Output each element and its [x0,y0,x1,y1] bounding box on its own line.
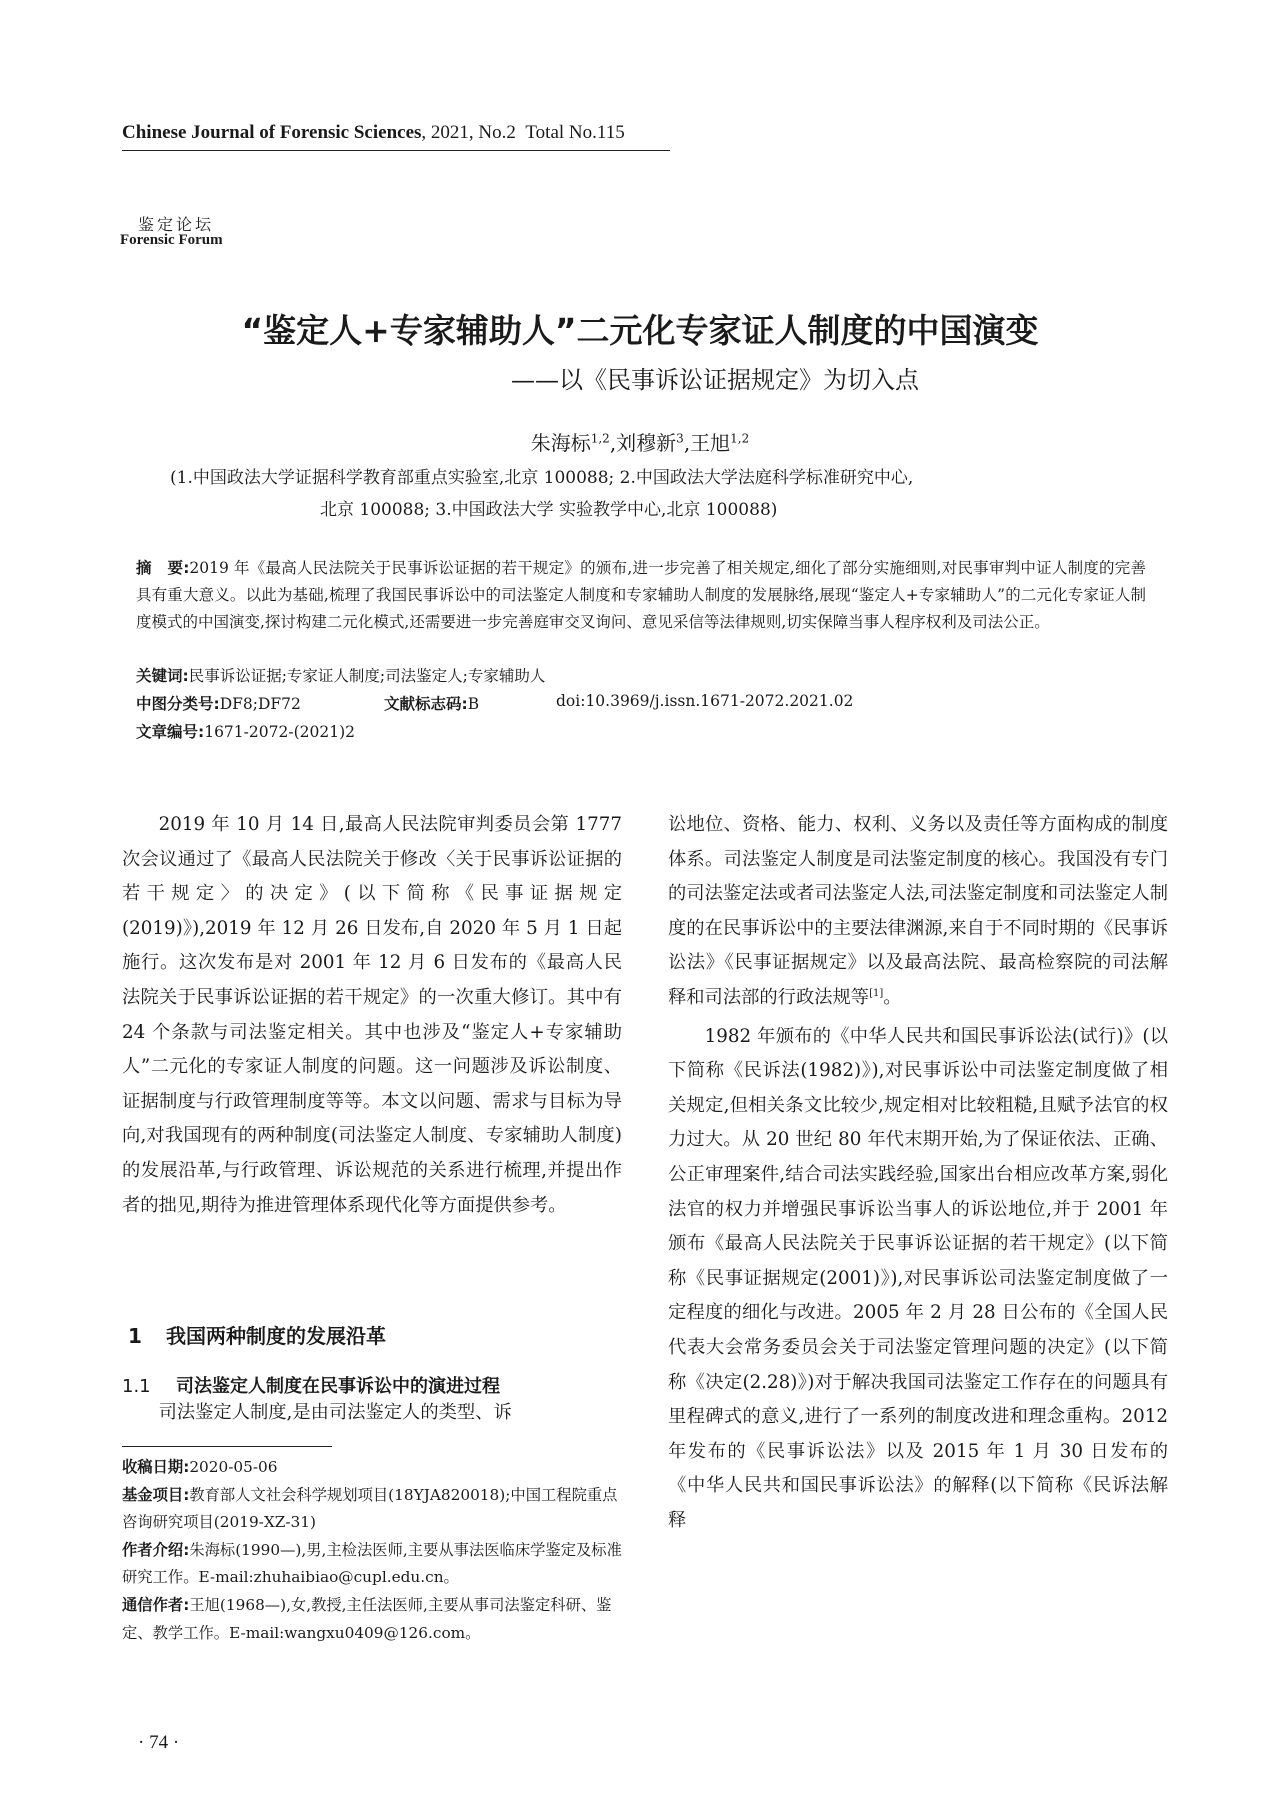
section-label-cn: 鉴定论坛 [138,215,215,234]
classification-value: DF8;DF72 [219,695,301,713]
section-title: 我国两种制度的发展沿革 [166,1324,386,1348]
article-number [136,720,355,742]
subsection-title: 司法鉴定人制度在民事诉讼中的演进过程 [176,1376,500,1397]
keywords-text: 民事诉讼证据;专家证人制度;司法鉴定人;专家辅助人 [188,667,546,685]
doc-code-label: 文献标志码: [384,695,468,713]
author-affiliation-mark: 1,2 [730,431,750,446]
article-number-label: 文章编号: [136,723,205,741]
section-heading-1 [128,1320,386,1349]
affiliation-line: 北京 100088; 3.中国政法大学 实验教学中心,北京 100088) [320,500,778,520]
subsection-paragraph: 司法鉴定人制度,是由司法鉴定人的类型、诉 [158,1402,512,1423]
header-rule [122,150,670,151]
affiliations [170,462,1130,526]
intro-paragraph: 2019 年 10 月 14 日,最高人民法院审判委员会第 1777 次会议通过了《最高人民法院关于修改〈关于民事诉讼证据的若干规定〉的决定》(以下简称《民事证据规定(2019)》),2019 年 12 月 26 日发布,自 2020 年 5 月 1 日起施行。这次发布是对 2001 年 12 月 6 日发布的《最高人民法院关于民事诉讼证据的若干规定》的一次重大修订。其中有 24 个条款与司法鉴定相关。其中也涉及“鉴定人+专家辅助人”二元化的专家证人制度的问题。这一问题涉及诉讼制度、证据制度与行政管理制度等等。本文以问题、需求与目标为导向,对我国现有的两种制度(司法鉴定人制度、专家辅助人制度)的发展沿革,与行政管理、诉讼规范的关系进行梳理,并提出作者的拙见,期待为推进管理体系现代化等方面提供参考。 [122,814,622,1216]
author-name: 刘穆新 [616,431,677,455]
journal-name: Chinese Journal of Forensic Sciences [122,122,422,143]
author-name: 王旭 [690,431,731,455]
subsection-number: 1.1 [122,1376,151,1397]
author-affiliation-mark: 3 [676,431,684,446]
article-title: “鉴定人+专家辅助人”二元化专家证人制度的中国演变 [241,311,1039,350]
journal-header [122,122,625,144]
abstract [136,555,1146,636]
author-affiliation-mark: 1,2 [590,431,610,446]
article-subtitle: ——以《民事诉讼证据规定》为切入点 [511,366,919,394]
subsection-heading-1-1 [122,1372,500,1398]
paragraph: 1982 年颁布的《中华人民共和国民事诉讼法(试行)》(以下简称《民诉法(1982)》),对民事诉讼中司法鉴定制度做了相关规定,但相关条文比较少,规定相对比较粗糙,且赋予法官的权力过大。从 20 世纪 80 年代末期开始,为了保证依法、正确、公正审理案件,结合司法实践经验,国家出台相应改革方案,弱化法官的权力并增强民事诉讼当事人的诉讼地位,并于 2001 年颁布《最高人民法院关于民事诉讼证据的若干规定》(以下简称《民事证据规定(2001)》),对民事诉讼司法鉴定制度做了一定程度的细化与改进。2005 年 2 月 28 日公布的《全国人民代表大会常务委员会关于司法鉴定管理问题的决定》(以下简称《决定(2.28)》)对于解决我国司法鉴定工作存在的问题具有里程碑式的意义,进行了一系列的制度改进和理念重构。2012 年发布的《民事诉讼法》以及 2015 年 1 月 30 日发布的《中华人民共和国民事诉讼法》的解释(以下简称《民诉法解释 [668,1025,1168,1531]
classification-line [136,692,301,714]
keywords [136,664,545,686]
citation-ref[interactable]: [1] [869,987,884,999]
doi [556,692,853,710]
abstract-text: 2019 年《最高人民法院关于民事诉讼证据的若干规定》的颁布,进一步完善了相关规定,细化了部分实施细则,对民事审判中证人制度的完善具有重大意义。以此为基础,梳理了我国民事诉讼中的司法鉴定人制度和专家辅助人制度的发展脉络,展现“鉴定人+专家辅助人”的二元化专家证人制度模式的中国演变,探讨构建二元化模式,还需要进一步完善庭审交叉询问、意见采信等法律规则,切实保障当事人程序权利及司法公正。 [136,559,1146,631]
doi-label: doi: [556,692,586,710]
corresponding-author: 通信作者:王旭(1968—),女,教授,主任法医师,主要从事司法鉴定科研、鉴定、教学工作。E-mail:wangxu0409@126.com。 [122,1595,612,1642]
section-number: 1 [128,1324,142,1348]
abstract-label: 摘 要: [136,559,190,577]
author-name: 朱海标 [530,431,591,455]
journal-issue: , 2021, No.2 [421,122,516,143]
fund-info: 基金项目:教育部人文社会科学规划项目(18YJA820018);中国工程院重点咨询研究项目(2019-XZ-31) [122,1485,618,1532]
footnote-rule [122,1446,332,1447]
author-list: 朱海标$^{1,2}$,刘穆新$^3$,王旭$^{1,2}$ [530,431,750,455]
article-number-value: 1671-2072-(2021)2 [204,723,355,741]
affiliation-line: (1.中国政法大学证据科学教育部重点实验室,北京 100088; 2.中国政法大学法庭科学标准研究中心, [170,468,914,488]
page-number: · 74 · [138,1732,180,1753]
journal-total: Total No.115 [525,122,625,143]
body-left-column [122,808,622,1223]
doc-code [384,692,479,714]
body-right-column [668,808,1168,1538]
classification-label: 中图分类号: [136,695,220,713]
doc-code-value: B [467,695,480,713]
footnotes [122,1454,627,1647]
received-date: 收稿日期:2020-05-06 [122,1458,278,1476]
author-intro: 作者介绍:朱海标(1990—),男,主检法医师,主要从事法医临床学鉴定及标准研究工作。E-mail:zhuhaibiao@cupl.edu.cn。 [122,1540,622,1587]
paragraph: 讼地位、资格、能力、权利、义务以及责任等方面构成的制度体系。司法鉴定人制度是司法鉴定制度的核心。我国没有专门的司法鉴定法或者司法鉴定人法,司法鉴定制度和司法鉴定人制度的在民事诉讼中的主要法律渊源,来自于不同时期的《民事诉讼法》《民事证据规定》以及最高法院、最高检察院的司法解释和司法部的行政法规等[1]。 [668,814,1168,1008]
doi-value: 10.3969/j.issn.1671-2072.2021.02 [585,692,854,710]
keywords-label: 关键词: [136,667,189,685]
section-label-en: Forensic Forum [120,232,223,248]
